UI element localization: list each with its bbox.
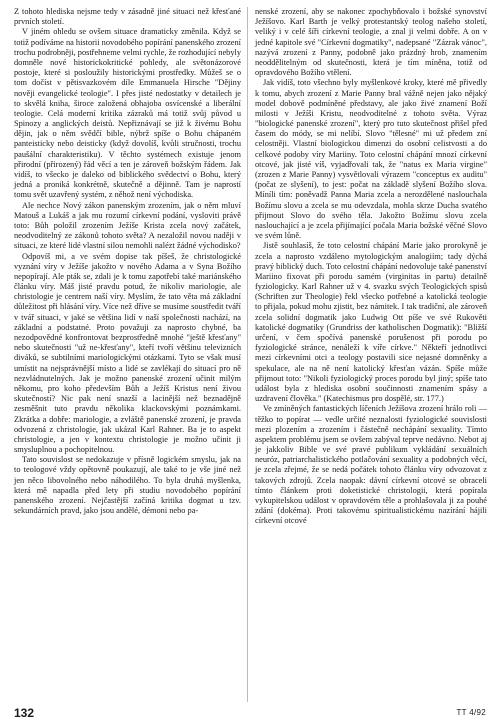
paragraph: Odpovíš mi, a ve svém dopise tak píšeš, že christologické vyznání víry v Ježíše jakožto v nového Adama a v Syna Božího nepopírají. Ale pták se, zdali je k tomu zapotřebí také mariánského článku víry. Máš jisté pravdu potud, že nikoliv mariologie, ale christologie je centrem naší víry. Myslím, že tato věta má základní důležitost při hlásání víry. Více než dříve se musíme soustředit tváří v tvář situaci, v jaké se většina lidí v naší společnosti nachází, na základní a podstatné. Proto považuji za naprosto chybné, ba nezodpovědné konfrontovat bezprostředně mnohé "ještě křesťany" nebo skutečnosti "už ne-křesťany", kteří tvoří většinu televizních diváků, se subtilními mariologickými otázkami. Tyto se však musí umístit na nejsprávnější místo a lidé se zavlékají do situací pro ně nezvládnutelných. Jak je možno panenské zrození učinit milým někomu, pro koho především Bůh a Ježíš Kristus není živou skutečností? Nic pak není snazší a lacinější než beznadějně zesměšnit tuto pravdu několika klackovskými poznámkami. Zkrátka a dobře: mariologie, a zvláště panenské zrození, je pravda odvozená z christologie, jak ukázal Karl Rahner. Ba je to aspekt christologie, a jen v kontextu christologie je možno učinit ji smysluplnou a pochopitelnou. (14, 251, 241, 455)
paragraph: Ale nechce Nový zákon panenským zrozením, jak o něm mluví Matouš a Lukáš a jak mu rozumí církevní podání, vysloviti právě toto: Bůh položil zrozením Ježíše Krista zcela nový začátek, neodvoditelný ze zákonů tohoto světa? A nezaložil novou naději v situaci, ze které lidé vlastní silou nemohli nalézt žádné východisko? (14, 200, 241, 251)
paragraph: nenské zrození, aby se nakonec zpochybňovalo i božské synovství Ježíšovo. Karl Barth je velký protestantský teolog našeho století, veliký i v celé šíři církevní teologie, a znal ji velmi dobře. A on v jedné kapitole své "Církevní dogmatiky", nadepsané "Zázrak vánoc", nazývá zrození z Panny, podobně jako prázdný hrob, znamením neoddělitelným od skutečnosti, která je tím míněna, totiž od opravdového Božího vtělení. (255, 7, 487, 78)
paragraph: Jistě souhlasíš, že toto celostní chápání Marie jako prorokyně je zcela a naprosto vzdáleno mytologickým analogiím; tady dýchá pravý biblický duch. Toto celostní chápání nedovoluje také panenství Mariino fixovat při porodu samém (virginitas in partu) detailně fyziologicky. Karl Rahner už v 4. svazku svých Teologických spisů (Schriften zur Theologie) řekl všecko potřebné a katolická teologie to přijala, pokud mohu zjistit, bez námitek. I tak tradiční, ale zároveň zcela solidní dogmatik jako Ludwig Ott píše ve své Rukověti katolické dogmatiky (Grundriss der katholischen Dogmatik): "Bližší určení, v čem spočívá panenské porušenost při porodu po fyziologické stránce, nenáleží k víře církve." Někteří jednotlivci mezi církevními otci a teology postavili sice nejasné domněnky a spekulace, ale na ně není katolický křesťan vázán. Spíše může přijmout toto: "Nikoli fyziologický proces porodu byl jiný; spíše tato událost byla z hlediska osobní součinnosti znamením spásy a uzdravení člověka." (Katechismus pro dospělé, str. 177.) (255, 241, 487, 404)
paragraph: Tato souvislost se nedokazuje v přísně logickém smyslu, jak na to teologové vždy opětovně poukazují, ale také to je vše jiné než jen něco libovolného nebo náhodilého. To byla druhá myšlenka, která mě napadla před lety při studiu novodobého popírání panenského zrození. Nejčastější začíná kritika dogmat u tzv. sekundárních pravd, jako jsou andělé, démoni nebo pa- (14, 455, 241, 516)
paragraph: Z tohoto hlediska nejsme tedy v zásadně jiné situaci než křesťané prvních století. (14, 7, 241, 27)
page-footer (0, 706, 500, 720)
page-number: 132 (14, 706, 35, 720)
text-columns (14, 7, 487, 702)
paragraph: Ve zmíněných fantastických líčeních Ježíšova zrození hrálo roli — těžko to popírat — vedle určité neznalosti fyziologické souvislosti mezi plozením a zrozením i částečně nechápání sexuality. Tímto aspektem problému jsem se ovšem zabýval teprve nedávno. Nebot aj je jakkoliv Bible ve své pravé publikum vykládání sexuálních neuróz, patriarchalistického potlačování sexuality a podobných věcí, je zcela zřejmé, že se nedá počátek tohoto článku víry odvozovat z takových zdrojů. Zcela naopak: dávní církevní otcové se obraceli tímto článkem proti doketistické christologii, která popírala vykupitelskou událost v opravdovém těle a prohlašovala ji za pouhé zdání (dokéma). Proti takovému spiritualistickému nazírání hájili církevní otcové (255, 404, 487, 526)
right-column (255, 7, 487, 702)
left-column (14, 7, 248, 702)
issue-label: TT 4/92 (456, 708, 486, 717)
paragraph: Jak vidíš, toto všechno byly myšlenkové kroky, které mě přivedly k tomu, abych zrození z Marie Panny bral vážně nejen jako nějaký model dobově podmíněné představy, ale jako živé znamení Boží milosti v Ježíši Kristu, neodvoditelné z tohoto světa. Výraz "biologické panenské zrození", který pro tuto skutečnost přišel před časem do módy, se mi nelíbí. Slovo "tělesné" mi už předem zní celostněji. Vlastní biologickou dimenzi do osobní celistvosti a do celkové podoby víry Mariiny. Toto celostní chápání mnozí církevní otcové, jak jisté víš, vyjadřovali tak, že "natus ex Maria virgine" (zrozen z Marie Panny) vysvětlovali výrazem "conceptus ex auditu" (počat ze slyšení), to jest: počat na základě slyšení Božího slova. Míníli tím: poněvadž Panna Maria zcela a nerozdělené naslouchala Božímu slovu a zcela se mu odevzdala, mohla skrze Ducha svatého přijmout Slovo do svého těla. Jakožto Božímu slovu zcela naslouchající a je zcela přijímající počala Maria božské věčné Slovo ve svém lůně. (255, 78, 487, 241)
paragraph: V jiném ohledu se ovšem situace dramaticky změnila. Když se totiž podíváme na historii novodobého popírání panenského zrození trochu podrobněji, postřehneme velmi rychle, že rozhodující nebyly domněle nové historickokritické pohledy, ale světonázorové postoje, které si posloužily historickými prostředky. Můžeš se o tom dočíst v pětisvazkovém díle Emmanuela Hirsche "Dějiny nověji evangelické teologie". I přes jisté nedostatky v detailech je to skvělá kniha, široce založená obhajoba osvícenské a liberální teologie. Celá moderní kritika zázraků má totiž svůj původ u Spinozy a anglických deistů. Nepřiznávají se již k živému Bohu dějin, jak o něm svědčí bible, nýbrž spíše o Bohu chápaném panteisticky nebo deisticky (když dovolíš, kvůli stručnosti, trochu paušální charakteristiku). V těchto systémech existuje jenom přirodní (přirozený) řád věcí a ten je zároveň božským řádem. Jak vidíš, to všecko je daleko od biblického svědectví o Bohu, který jedná a proniká konkrétně, skutečně a dějinně. Tam je naprostí tomu svět uzavřený systém, z něhož není východiska. (14, 27, 241, 200)
